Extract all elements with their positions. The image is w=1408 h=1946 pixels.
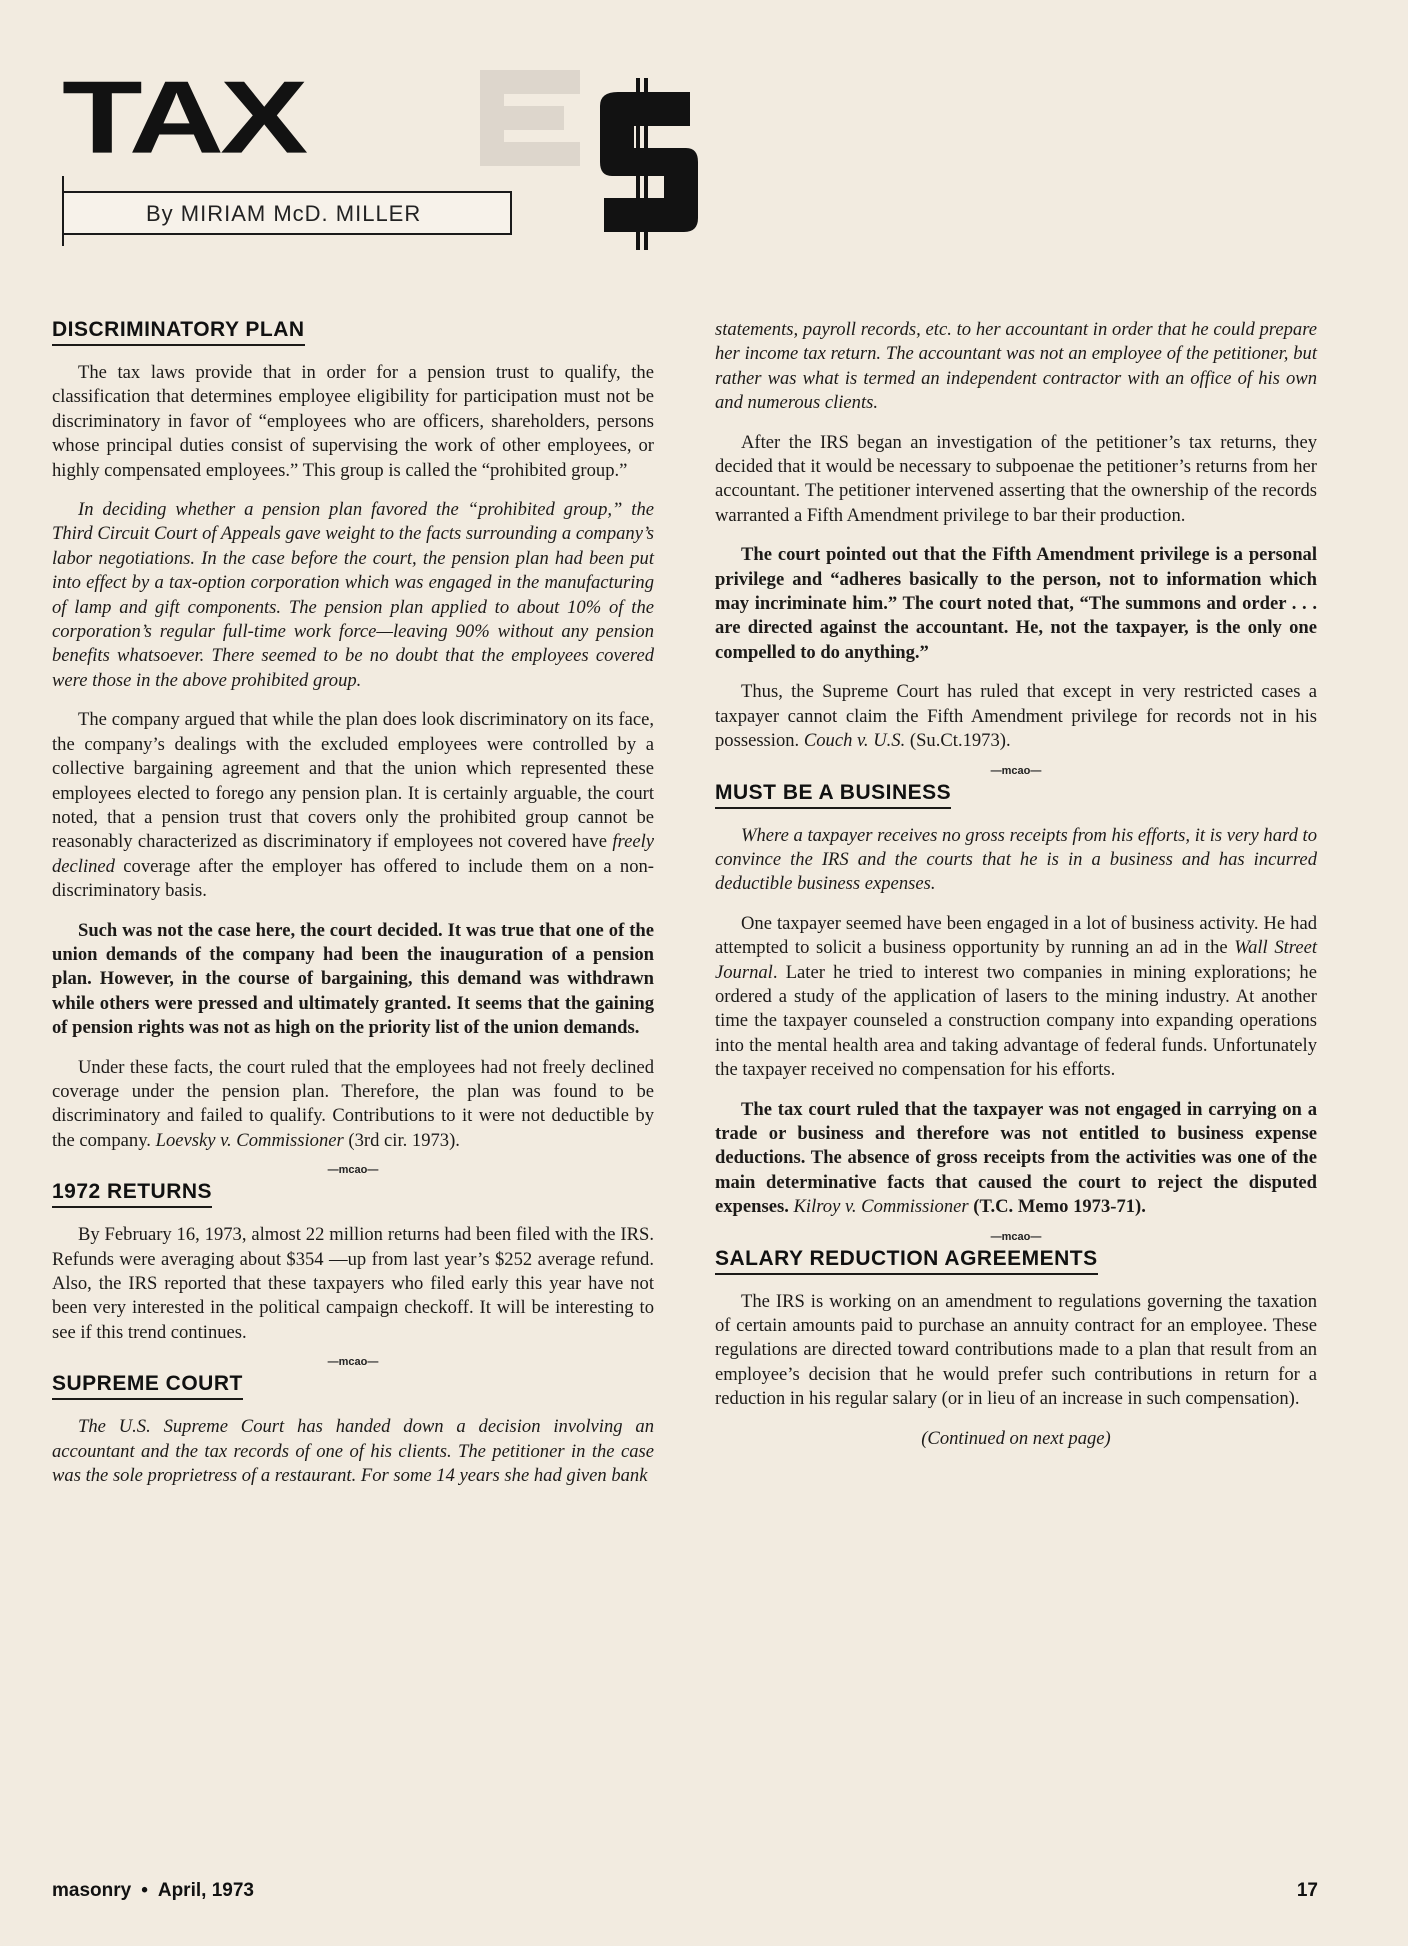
byline: By MIRIAM McD. MILLER bbox=[146, 201, 422, 226]
paragraph: The court pointed out that the Fifth Amendment privilege is a personal privilege and “adheres basically to the person, not to information which may incriminate him.” The court noted that, “The summons and order . . . are directed against the accountant. He, not the taxpayer, is the only one compelled to do anything.” bbox=[715, 544, 1317, 663]
section-separator: —mcao— bbox=[990, 1230, 1042, 1243]
bullet-icon: • bbox=[141, 1880, 148, 1901]
paragraph: The tax laws provide that in order for a pension trust to qualify, the classification that determines employee eligibility for participation must not be discriminatory in favor of “employees who are officers, shareholders, persons whose principal duties consist of supervising the work of other employees, or highly compensated employees.” This group is called the “prohibited group.” bbox=[52, 362, 654, 481]
masthead-title: TAX bbox=[62, 59, 305, 175]
paragraph: Thus, the Supreme Court has ruled that except in very restricted cases a taxpayer cannot claim the Fifth Amendment privilege for records not in his possession. Couch v. U.S. (Su.Ct.1973). bbox=[715, 681, 1317, 752]
heading-must-be-a-business: MUST BE A BUSINESS bbox=[715, 781, 951, 809]
paragraph: The IRS is working on an amendment to regulations governing the taxation of certain amounts paid to purchase an annuity contract for an employee. These regulations are directed toward contributions made to a plan that result from an employee’s decision that he would prefer such contributions in return for a reduction in his regular salary (or in lieu of an increase in such compensation). bbox=[715, 1290, 1317, 1410]
right-column bbox=[715, 318, 1317, 1466]
masthead bbox=[62, 58, 662, 258]
heading-supreme-court: SUPREME COURT bbox=[52, 1372, 243, 1400]
heading-discriminatory-plan: DISCRIMINATORY PLAN bbox=[52, 318, 305, 346]
paragraph: Such was not the case here, the court decided. It was true that one of the union demands of the company had been the inauguration of a pension plan. However, in the course of bargaining, this demand was withdrawn while others were pressed and ultimately granted. It seems that the gaining of pension rights was not as high on the priority list of the union demands. bbox=[52, 919, 654, 1039]
paragraph: By February 16, 1973, almost 22 million returns had been filed with the IRS. Refunds were averaging about $354 —up from last year’s $252 average refund. Also, the IRS reported that these taxpayers who filed early this year have not been very interested in the political campaign checkoff. It will be interesting to see if this trend continues. bbox=[52, 1224, 654, 1343]
paragraph: One taxpayer seemed have been engaged in a lot of business activity. He had attempted to solicit a business opportunity by running an ad in the Wall Street Journal. Later he tried to interest two companies in mining explorations; he ordered a study of the application of lasers to the mining industry. At another time the taxpayer counseled a construction company into expanding operations into the mental health area and taking advantage of federal funds. Unfortunately the taxpayer received no compensation for his efforts. bbox=[715, 912, 1317, 1081]
publication-name: masonry bbox=[52, 1880, 132, 1901]
paragraph: Where a taxpayer receives no gross receipts from his efforts, it is very hard to convince the IRS and the courts that he is in a business and has incurred deductible business expenses. bbox=[715, 824, 1317, 895]
paragraph: The U.S. Supreme Court has handed down a decision involving an accountant and the tax records of one of his clients. The petitioner in the case was the sole proprietress of a restaurant. For some 14 years she had given bank bbox=[52, 1416, 654, 1487]
paragraph: In deciding whether a pension plan favored the “prohibited group,” the Third Circuit Court of Appeals gave weight to the facts surrounding a company’s labor negotiations. In the case before the court, the pension plan had been put into effect by a tax-option corporation which was engaged in the manufacturing of lamp and gift components. The pension plan applied to about 10% of the corporation’s regular full-time work force—leaving 90% without any pension benefits whatsoever. There seemed to be no doubt that the employees covered were those in the above prohibited group. bbox=[52, 499, 654, 691]
heading-1972-returns: 1972 RETURNS bbox=[52, 1180, 212, 1208]
section-separator: —mcao— bbox=[327, 1356, 379, 1369]
heading-salary-reduction: SALARY REDUCTION AGREEMENTS bbox=[715, 1247, 1098, 1275]
continued-note: (Continued on next page) bbox=[921, 1427, 1111, 1449]
paragraph: Under these facts, the court ruled that the employees had not freely declined coverage under the pension plan. Therefore, the plan was found to be discriminatory and failed to qualify. Contributions to it were not deductible by the company. Loevsky v. Commissioner (3rd cir. 1973). bbox=[52, 1056, 654, 1151]
dollar-sign-icon bbox=[590, 78, 710, 250]
paragraph: The tax court ruled that the taxpayer was not engaged in carrying on a trade or business and therefore was not entitled to business expense deductions. The absence of gross receipts from the activities was one of the main determinative facts that caused the court to reject the disputed expenses. Kilroy v. Commissioner (T.C. Memo 1973-71). bbox=[715, 1098, 1317, 1218]
masthead-e-letter bbox=[480, 70, 580, 166]
byline-box bbox=[62, 191, 512, 235]
left-column bbox=[52, 318, 654, 1503]
paragraph: The company argued that while the plan does look discriminatory on its face, the company’s dealings with the excluded employees were controlled by a collective bargaining agreement and that the union which represented these employees elected to forego any pension plan. It is certainly arguable, the court noted, that a pension trust that covers only the prohibited group cannot be reasonably characterized as discriminatory if employees not covered have freely declined coverage after the employer has offered to include them on a non-discriminatory basis. bbox=[52, 709, 654, 902]
issue-date: April, 1973 bbox=[157, 1880, 254, 1901]
section-separator: —mcao— bbox=[990, 764, 1042, 777]
paragraph: After the IRS began an investigation of the petitioner’s tax returns, they decided that it would be necessary to subpoenae the petitioner’s returns from her accountant. The petitioner intervened asserting that the ownership of the records warranted a Fifth Amendment privilege to bar their production. bbox=[715, 431, 1317, 526]
paragraph: statements, payroll records, etc. to her accountant in order that he could prepare her income tax return. The accountant was not an employee of the petitioner, but rather was what is termed an independent contractor with an office of his own and numerous clients. bbox=[715, 319, 1317, 414]
footer-publication bbox=[52, 1880, 254, 1902]
page-number: 17 bbox=[1296, 1880, 1318, 1901]
section-separator: —mcao— bbox=[327, 1164, 379, 1177]
